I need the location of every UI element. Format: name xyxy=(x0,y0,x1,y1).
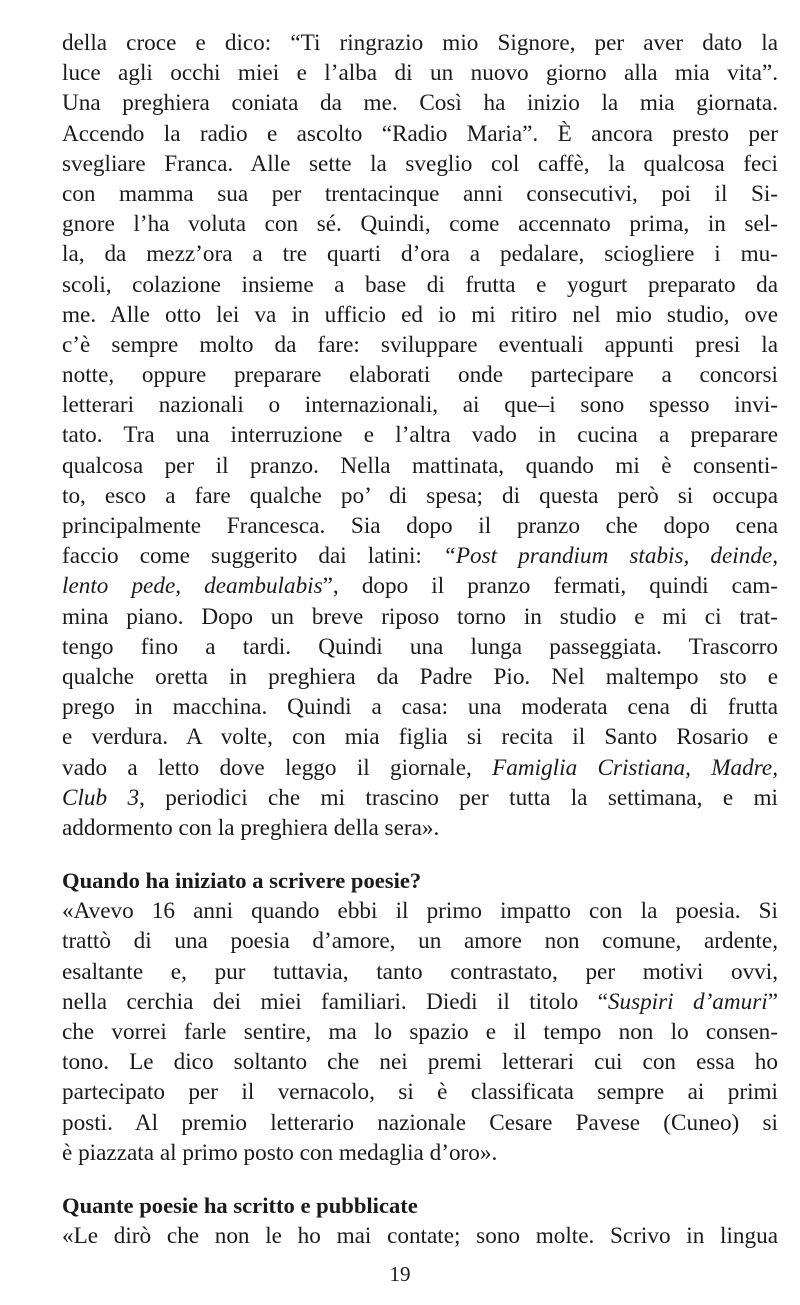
text-line: qualche oretta in preghiera da Padre Pio. Nel maltempo sto e xyxy=(62,663,778,690)
text-line: c’è sempre molto da fare: sviluppare eventuali appunti presi la xyxy=(62,331,778,358)
text-run: ”, dopo il pranzo fermati, quindi cam- xyxy=(322,573,778,600)
text-run: vado a letto dove leggo il giornale, xyxy=(62,754,493,781)
text-line: partecipato per il vernacolo, si è classificata sempre ai primi xyxy=(62,1079,778,1106)
book-page-text xyxy=(62,28,778,1251)
text-line: tengo fino a tardi. Quindi una lunga passeggiata. Trascorro xyxy=(62,633,778,660)
text-line: prego in macchina. Quindi a casa: una moderata cena di frutta xyxy=(62,694,778,721)
text-line xyxy=(62,783,778,813)
text-line: posti. Al premio letterario nazionale Cesare Pavese (Cuneo) si xyxy=(62,1109,778,1136)
text-line: Accendo la radio e ascolto “Radio Maria”. È ancora presto per xyxy=(62,120,778,147)
text-run: , periodici che mi trascino per tutta la settimana, e mi xyxy=(139,784,778,811)
text-line: principalmente Francesca. Sia dopo il pranzo che dopo cena xyxy=(62,513,778,539)
text-line xyxy=(62,987,778,1017)
interview-question: Quando ha iniziato a scrivere poesie? xyxy=(62,868,422,894)
latin-quote: lento pede, deambulabis xyxy=(62,573,323,600)
page-number: 19 xyxy=(389,1262,411,1286)
text-line: svegliare Franca. Alle sette la sveglio col caffè, la qualcosa feci xyxy=(62,150,778,177)
paragraph-gap xyxy=(62,1168,778,1191)
text-line: mina piano. Dopo un breve riposo torno in studio e mi ci trat- xyxy=(62,603,778,630)
text-line: tono. Le dico soltanto che nei premi letterari cui con essa ho xyxy=(62,1049,778,1076)
text-line: trattò di una poesia d’amore, un amore non comune, ardente, xyxy=(62,928,778,955)
text-line: scoli, colazione insieme a base di frutta e yogurt preparato da xyxy=(62,271,778,298)
text-line: è piazzata al primo posto con medaglia d’oro». xyxy=(62,1139,498,1166)
text-line: con mamma sua per trentacinque anni consecutivi, poi il Si- xyxy=(62,180,778,207)
text-line: la, da mezz’ora a tre quarti d’ora a pedalare, sciogliere i mu- xyxy=(62,241,778,268)
journal-title: Famiglia Cristiana, Madre, xyxy=(492,754,778,781)
text-line: me. Alle otto lei va in ufficio ed io mi ritiro nel mio studio, ove xyxy=(62,301,778,328)
text-line: «Le dirò che non le ho mai contate; sono molte. Scrivo in lingua xyxy=(62,1223,778,1250)
text-line: gnore l’ha voluta con sé. Quindi, come accennato prima, in sel- xyxy=(62,211,778,238)
text-line: tato. Tra una interruzione e l’altra vado in cucina a preparare xyxy=(62,422,778,449)
text-line xyxy=(62,753,778,783)
text-line: letterari nazionali o internazionali, ai que–i sono spesso invi- xyxy=(62,392,778,419)
paragraph-gap xyxy=(62,843,778,866)
text-line: to, esco a fare qualche po’ di spesa; di questa però si occupa xyxy=(62,482,778,509)
text-line xyxy=(62,541,778,571)
text-line: «Avevo 16 anni quando ebbi il primo impatto con la poesia. Si xyxy=(62,898,778,925)
text-line: esaltante e, pur tuttavia, tanto contrastato, per motivi ovvi, xyxy=(62,958,778,985)
text-line xyxy=(62,571,778,601)
text-line: addormento con la preghiera della sera». xyxy=(62,814,440,841)
text-line: della croce e dico: “Ti ringrazio mio Signore, per aver dato la xyxy=(62,30,778,56)
journal-title: Club 3 xyxy=(62,784,140,811)
latin-quote: “Post prandium stabis, deinde, xyxy=(442,543,778,570)
poem-title: Suspiri d’amuri xyxy=(607,988,768,1015)
text-line: notte, oppure preparare elaborati onde partecipare a concorsi xyxy=(62,362,778,389)
text-line: che vorrei farle sentire, ma lo spazio e il tempo non lo consen- xyxy=(62,1019,778,1045)
text-line: e verdura. A volte, con mia figlia si recita il Santo Rosario e xyxy=(62,724,778,751)
text-run: faccio come suggerito dai latini: xyxy=(62,543,443,570)
text-line: Una preghiera coniata da me. Così ha inizio la mia giornata. xyxy=(62,90,778,117)
text-run: ” xyxy=(767,988,778,1015)
text-line: qualcosa per il pranzo. Nella mattinata, quando mi è consenti- xyxy=(62,452,778,479)
interview-question: Quante poesie ha scritto e pubblicate xyxy=(62,1192,418,1218)
text-run: nella cerchia dei miei familiari. Diedi il titolo “ xyxy=(62,988,608,1015)
text-line: luce agli occhi miei e l’alba di un nuovo giorno alla mia vita”. xyxy=(62,60,778,87)
